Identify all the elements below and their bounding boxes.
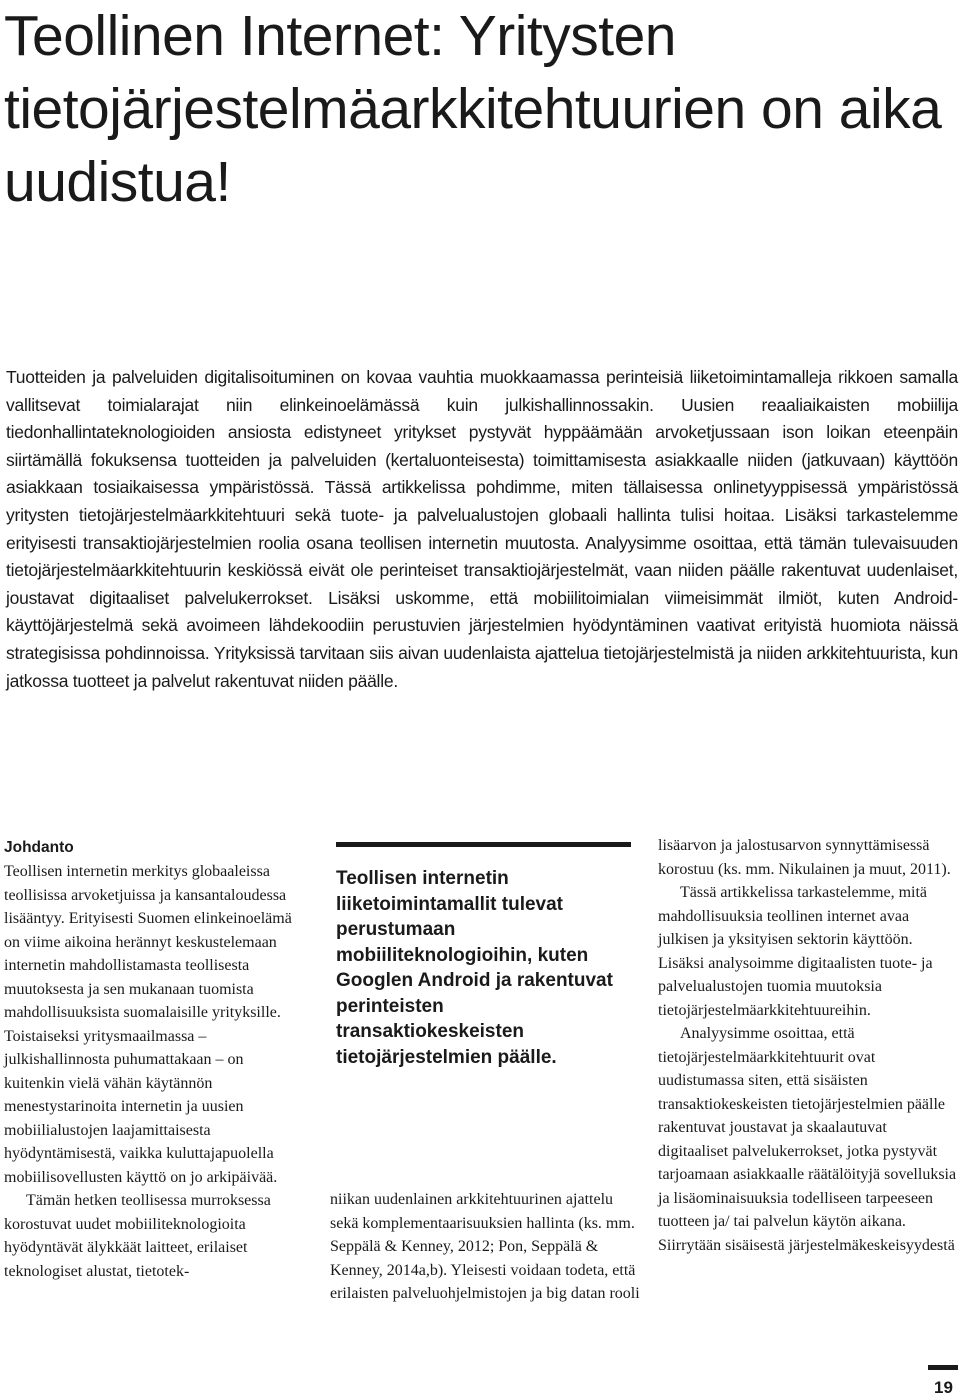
section-heading: Johdanto	[4, 839, 74, 856]
paragraph: niikan uudenlainen arkkitehtuurinen ajattelu sekä komplementaarisuuksien hallinta (ks. mm. Seppälä & Kenney, 2012; Pon, Seppälä & Kenney, 2014a,b). Yleisesti voidaan todeta, että erilaisten palveluohjelmistojen ja big datan rooli	[330, 1191, 640, 1302]
article-title: Teollinen Internet: Yritysten tietojärjestelmäarkkitehtuurien on aika uudistua!	[4, 4, 942, 214]
column-middle	[330, 1188, 640, 1306]
pullquote-rule	[336, 842, 631, 847]
pullquote: Teollisen internetin liiketoimintamallit tulevat perustumaan mobiiliteknologioihin, kuten Googlen Android ja rakentuvat perinteisten transaktiokeskeisten tietojärjestelmien päälle.	[336, 868, 613, 1068]
paragraph: Analyysimme osoittaa, että tietojärjestelmäarkkitehtuurit ovat uudistumassa siten, että sisäisten transaktiokeskeisten tietojärjestelmien päälle rakentuvat joustavat ja skaalautuvat digitaaliset palvelukerrokset, jotka pystyvät tarjoamaan asiakkaalle räätälöityjä sovelluksia ja lisäominaisuuksia todelliseen tarpeeseen tuotteen ja/ tai palvelun käytön aikana. Siirrytään sisäisestä järjestelmäkeskeisyydestä	[658, 1025, 957, 1254]
paragraph: lisäarvon ja jalostusarvon synnyttämisessä korostuu (ks. mm. Nikulainen ja muut, 2011).	[658, 837, 951, 878]
column-left	[4, 836, 304, 1283]
page-number: 19	[934, 1378, 953, 1397]
column-right	[658, 834, 958, 1257]
paragraph: Teollisen internetin merkitys globaaleissa teollisissa arvoketjuissa ja kansantaloudessa lisääntyy. Erityisesti Suomen elinkeinoelämä on viime aikoina herännyt keskustelemaan internetin mahdollistamasta teollisesta muutoksesta ja sen mukanaan tuomista mahdollisuuksista suomalaisille yrityksille. Toistaiseksi yritysmaailmassa – julkishallinnosta puhumattakaan – on kuitenkin vielä vähän käytännön menestystarinoita internetin ja uusien mobiilialustojen laajamittaisesta hyödyntämisestä, vaikka kuluttajapuolella mobiilisovellusten käyttö on jo arkipäivää.	[4, 863, 292, 1186]
paragraph: Tässä artikkelissa tarkastelemme, mitä mahdollisuuksia teollinen internet avaa julkisen ja yksityisen sektorin käyttöön. Lisäksi analysoimme digitaalisten tuote- ja palvelualustojen tuomia muutoksia tietojärjestelmäarkkitehtuureihin.	[658, 884, 933, 1019]
paragraph: Tämän hetken teollisessa murroksessa korostuvat uudet mobiiliteknologioita hyödyntävät älykkäät laitteet, erilaiset teknologiset alustat, tietotek-	[4, 1192, 271, 1280]
page-number-rule	[928, 1365, 958, 1370]
article-abstract: Tuotteiden ja palveluiden digitalisoituminen on kovaa vauhtia muokkaamassa perinteisiä liiketoimintamalleja rikkoen samalla vallitsevat toimialarajat niin elinkeinoelämässä kuin julkishallinnossakin. Uusien reaaliaikaisten mobiilija tiedonhallintateknologioiden ansiosta edistyneet yritykset pystyvät hyppäämään arvoketjussaan ison loikan eteenpäin siirtämällä fokuksensa tuotteiden ja palveluiden (kertaluonteisesta) toimittamisesta asiakkaalle niiden (jatkuvaan) käyttöön asiakkaan tosiaikaisessa ympäristössä. Tässä artikkelissa pohdimme, miten tällaisessa onlinetyyppisessä ympäristössä yritysten tietojärjestelmäarkkitehtuuri sekä tuote- ja palvelualustojen globaali hallinta tulisi hoitaa. Lisäksi tarkastelemme erityisesti transaktiojärjestelmien roolia osana teollisen internetin muutosta. Analyysimme osoittaa, että tämän tulevaisuuden tietojärjestelmäarkkitehtuurin keskiössä eivät ole perinteiset transaktiojärjestelmät, vaan niiden päälle rakentuvat uudenlaiset, joustavat digitaaliset palvelukerrokset. Lisäksi uskomme, että mobiilitoimialan viimeisimmät ilmiöt, kuten Android-käyttöjärjestelmä sekä avoimeen lähdekoodiin perustuvien järjestelmien hyödyntäminen vaativat erityistä huomiota näissä strategisissa pohdinnoissa. Yrityksissä tarvitaan siis aivan uudenlaista ajattelua tietojärjestelmistä ja niiden arkkitehtuurista, kun jatkossa tuotteet ja palvelut rakentuvat niiden päälle.	[6, 367, 958, 691]
